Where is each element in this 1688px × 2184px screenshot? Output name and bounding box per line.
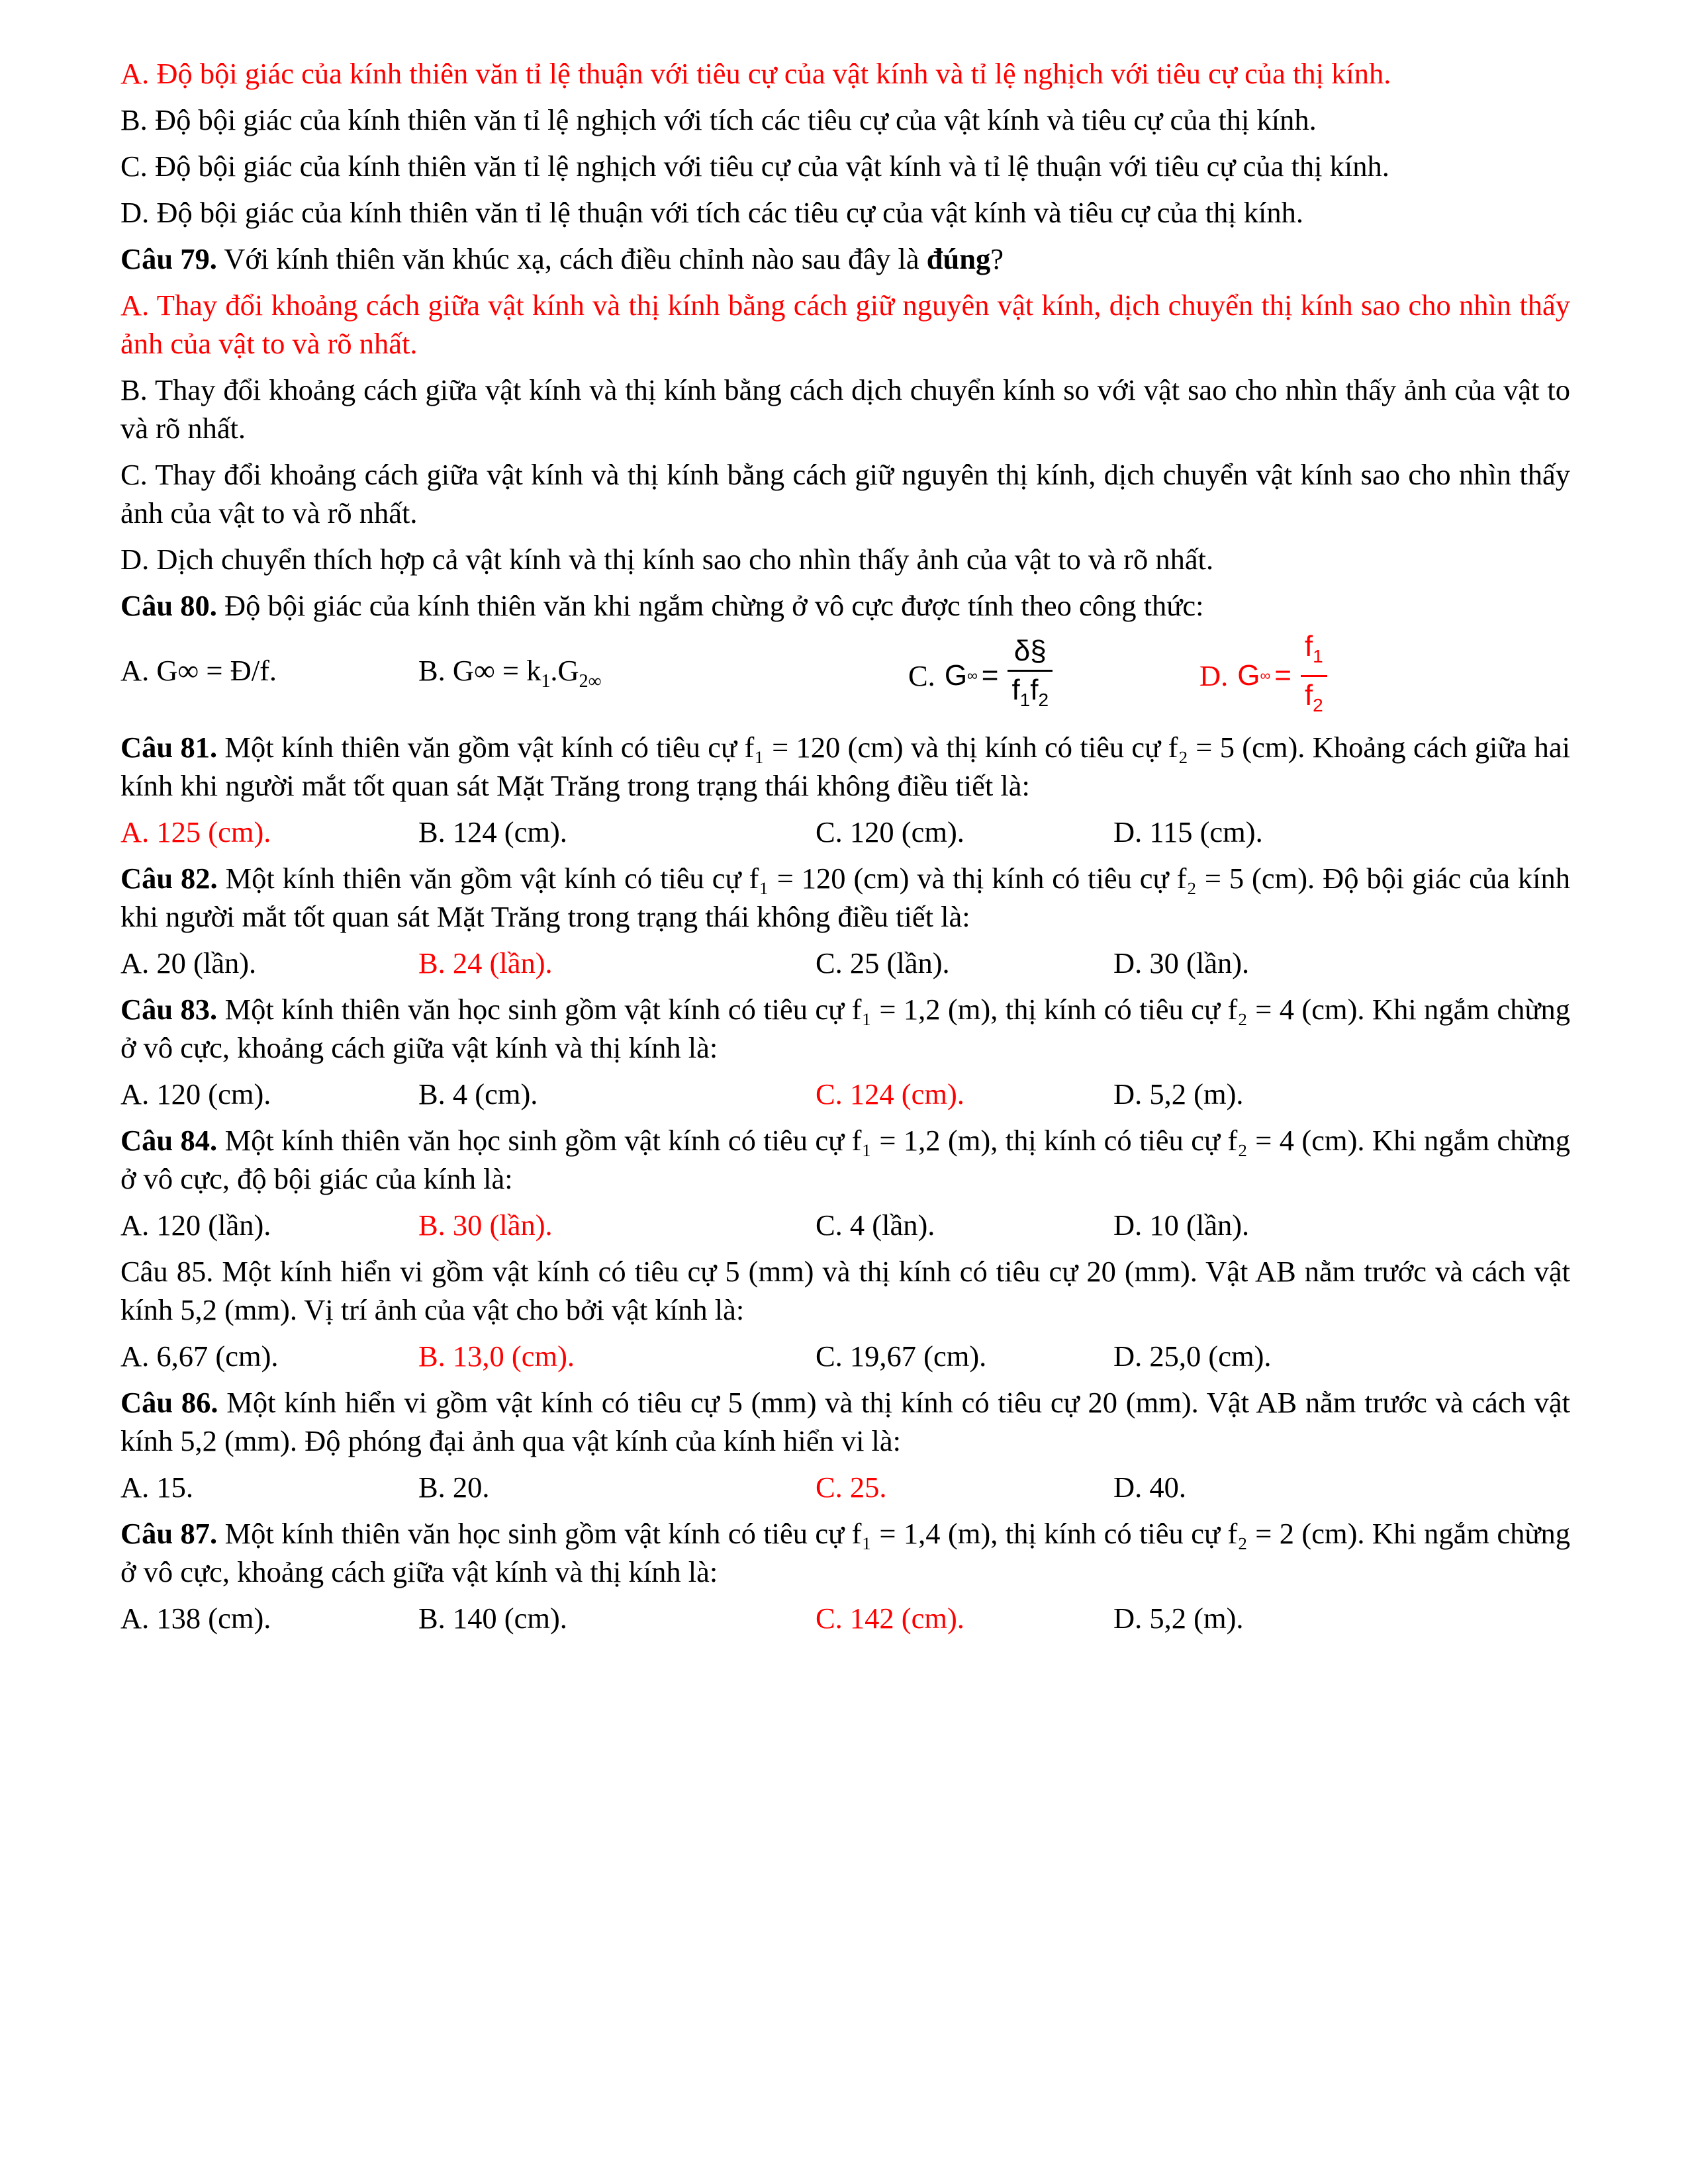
q82-option-b: B. 24 (lần). xyxy=(418,946,553,979)
q81-stem-text: Một kính thiên văn gồm vật kính có tiêu cự f₁ = 120 (cm) và thị kính có tiêu cự f₂ = 5 (cm). Khoảng cách giữa hai kính khi người mắt tốt quan sát Mặt Trăng trong trạng thái không điều tiết là: xyxy=(120,731,1570,802)
q86-option-c: C. 25. xyxy=(816,1471,887,1504)
q87-option-d: D. 5,2 (m). xyxy=(1113,1602,1244,1635)
q81-option-b: B. 124 (cm). xyxy=(418,815,567,848)
q79-stem-text: Với kính thiên văn khúc xạ, cách điều chỉnh nào sau đây là xyxy=(216,242,927,275)
q85-option-a: A. 6,67 (cm). xyxy=(120,1340,279,1373)
document-page xyxy=(120,54,1570,1645)
q83-option-d: D. 5,2 (m). xyxy=(1113,1077,1244,1111)
q80-option-c-fraction: $\frac{\delta\S}{f_1f_2}$ xyxy=(1008,634,1053,717)
q87-option-c: C. 142 (cm). xyxy=(816,1602,964,1635)
q83-stem-text: Một kính thiên văn học sinh gồm vật kính có tiêu cự f₁ = 1,2 (m), thị kính có tiêu cự f₂ = 4 (cm). Khi ngắm chừng ở vô cực, khoảng cách giữa vật kính và thị kính là: xyxy=(120,993,1570,1064)
q85-option-b: B. 13,0 (cm). xyxy=(418,1340,575,1373)
q86-option-a: A. 15. xyxy=(120,1471,194,1504)
q87-option-a: A. 138 (cm). xyxy=(120,1602,271,1635)
q81-option-a: A. 125 (cm). xyxy=(120,815,271,848)
q79-stem-end: ? xyxy=(990,242,1004,275)
q80-label: Câu 80. xyxy=(120,589,217,622)
q80-options xyxy=(120,629,1570,719)
q84-options xyxy=(120,1206,1570,1244)
q79-label: Câu 79. xyxy=(120,242,217,275)
q83-options xyxy=(120,1075,1570,1113)
q83-option-c: C. 124 (cm). xyxy=(816,1077,964,1111)
q84-stem-text: Một kính thiên văn học sinh gồm vật kính có tiêu cự f₁ = 1,2 (m), thị kính có tiêu cự f₂ = 4 (cm). Khi ngắm chừng ở vô cực, độ bội giác của kính là: xyxy=(120,1124,1570,1195)
q86-options xyxy=(120,1468,1570,1506)
q85-stem: Câu 85. Một kính hiển vi gồm vật kính có tiêu cự 5 (mm) và thị kính có tiêu cự 20 (mm). Vật AB nằm trước và cách vật kính 5,2 (mm). Vị trí ảnh của vật cho bởi vật kính là: xyxy=(120,1255,1570,1326)
q86-stem-text: Một kính hiển vi gồm vật kính có tiêu cự 5 (mm) và thị kính có tiêu cự 20 (mm). Vật AB nằm trước và cách vật kính 5,2 (mm). Độ phóng đại ảnh qua vật kính của kính hiển vi là: xyxy=(120,1386,1571,1457)
q84-option-c: C. 4 (lần). xyxy=(816,1208,935,1242)
q82-label: Câu 82. xyxy=(120,862,218,895)
q79-option-b: B. Thay đổi khoảng cách giữa vật kính và thị kính bằng cách dịch chuyển kính so với vật sao cho nhìn thấy ảnh của vật to và rõ nhất. xyxy=(120,373,1570,445)
q82-option-d: D. 30 (lần). xyxy=(1113,946,1250,979)
q87-stem xyxy=(120,1514,1570,1591)
q80-stem-text: Độ bội giác của kính thiên văn khi ngắm chừng ở vô cực được tính theo công thức: xyxy=(216,589,1204,622)
q85-options xyxy=(120,1337,1570,1375)
q81-option-c: C. 120 (cm). xyxy=(816,815,964,848)
q87-label: Câu 87. xyxy=(120,1517,218,1550)
q78-option-d: D. Độ bội giác của kính thiên văn tỉ lệ thuận với tích các tiêu cự của vật kính và tiêu cự của thị kính. xyxy=(120,196,1303,229)
q79-option-a: A. Thay đổi khoảng cách giữa vật kính và thị kính bằng cách giữ nguyên vật kính, dịch chuyển thị kính sao cho nhìn thấy ảnh của vật to và rõ nhất. xyxy=(120,289,1570,360)
q79-stem-bold: đúng xyxy=(926,242,991,275)
q83-label: Câu 83. xyxy=(120,993,218,1026)
q80-option-d: D. G ∞ = $\frac{f_1}{f_2}$ xyxy=(1199,633,1327,719)
q78-option-b: B. Độ bội giác của kính thiên văn tỉ lệ nghịch với tích các tiêu cự của vật kính và tiêu cự của thị kính. xyxy=(120,103,1317,136)
q82-option-c: C. 25 (lần). xyxy=(816,946,950,979)
q84-option-b: B. 30 (lần). xyxy=(418,1208,553,1242)
q78-option-c: C. Độ bội giác của kính thiên văn tỉ lệ nghịch với tiêu cự của vật kính và tỉ lệ thuận với tiêu cự của thị kính. xyxy=(120,150,1389,183)
q86-stem xyxy=(120,1383,1570,1460)
q82-option-a: A. 20 (lần). xyxy=(120,946,257,979)
q79-option-c: C. Thay đổi khoảng cách giữa vật kính và thị kính bằng cách giữ nguyên thị kính, dịch chuyển vật kính sao cho nhìn thấy ảnh của vật to và rõ nhất. xyxy=(120,458,1570,529)
q82-stem-text: Một kính thiên văn gồm vật kính có tiêu cự f₁ = 120 (cm) và thị kính có tiêu cự f₂ = 5 (cm). Độ bội giác của kính khi người mắt tốt quan sát Mặt Trăng trong trạng thái không điều tiết là: xyxy=(120,862,1570,933)
q86-label: Câu 86. xyxy=(120,1386,218,1419)
q80-option-d-fraction: $\frac{f_1}{f_2}$ xyxy=(1301,629,1327,723)
q80-stem xyxy=(120,586,1570,625)
q81-option-d: D. 115 (cm). xyxy=(1113,815,1263,848)
q87-stem-text: Một kính thiên văn học sinh gồm vật kính có tiêu cự f₁ = 1,4 (m), thị kính có tiêu cự f₂ = 2 (cm). Khi ngắm chừng ở vô cực, khoảng cách giữa vật kính và thị kính là: xyxy=(120,1517,1570,1588)
q80-option-c: C. G ∞ = $\frac{\delta\S}{f_1f_2}$ xyxy=(908,633,1053,719)
q80-option-b: B. $G\infty = k_1.G_{2\infty}$ xyxy=(418,654,602,692)
q84-label: Câu 84. xyxy=(120,1124,218,1157)
q81-stem xyxy=(120,728,1570,805)
q83-option-b: B. 4 (cm). xyxy=(418,1077,538,1111)
q81-options xyxy=(120,813,1570,851)
q84-stem xyxy=(120,1121,1570,1198)
q84-option-a: A. 120 (lần). xyxy=(120,1208,271,1242)
q79-option-d: D. Dịch chuyển thích hợp cả vật kính và thị kính sao cho nhìn thấy ảnh của vật to và rõ nhất. xyxy=(120,543,1214,576)
q84-option-d: D. 10 (lần). xyxy=(1113,1208,1250,1242)
q86-option-b: B. 20. xyxy=(418,1471,490,1504)
q81-label: Câu 81. xyxy=(120,731,218,764)
q82-options xyxy=(120,944,1570,982)
q87-option-b: B. 140 (cm). xyxy=(418,1602,567,1635)
q78-option-a: A. Độ bội giác của kính thiên văn tỉ lệ thuận với tiêu cự của vật kính và tỉ lệ nghịch với tiêu cự của thị kính. xyxy=(120,57,1391,90)
q87-options xyxy=(120,1599,1570,1637)
q85-option-d: D. 25,0 (cm). xyxy=(1113,1340,1272,1373)
q85-option-c: C. 19,67 (cm). xyxy=(816,1340,987,1373)
q83-option-a: A. 120 (cm). xyxy=(120,1077,271,1111)
q82-stem xyxy=(120,859,1570,936)
q79-stem xyxy=(120,240,1570,278)
q83-stem xyxy=(120,990,1570,1067)
q86-option-d: D. 40. xyxy=(1113,1471,1187,1504)
q80-option-a: A. G∞ = Đ/f. xyxy=(120,654,277,687)
